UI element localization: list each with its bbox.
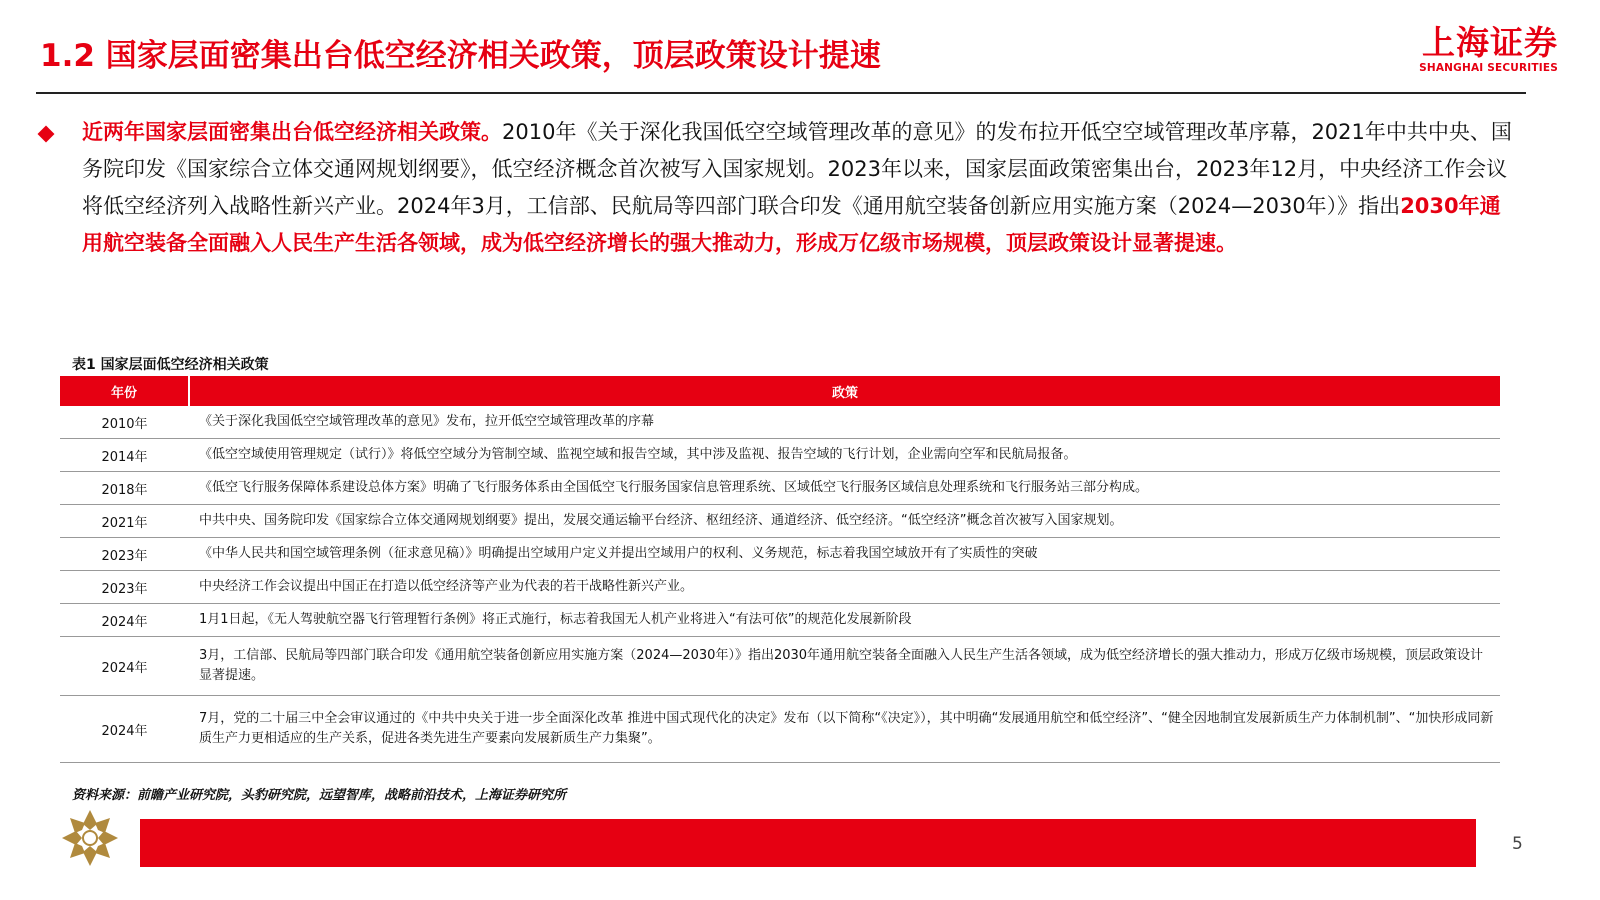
summary-highlight: 2030年通用航空装备全面融入人民生产生活各领域，成为低空经济增长的强大推动力，形成万亿级市场规模，顶层政策设计显著提速。 [82, 194, 1501, 255]
table-caption: 表1 国家层面低空经济相关政策 [72, 357, 269, 373]
table-row [60, 696, 1500, 763]
row-year: 2024年 [60, 637, 189, 696]
logo-chinese: 上海证券 [1422, 23, 1558, 62]
row-year: 2018年 [60, 472, 189, 505]
brand-logo [1419, 24, 1558, 74]
row-policy: 《低空空域使用管理规定（试行）》将低空空域分为管制空域、监视空域和报告空域，其中涉及监视、报告空域的飞行计划，企业需向空军和民航局报备。 [189, 439, 1500, 472]
row-policy: 《低空飞行服务保障体系建设总体方案》明确了飞行服务体系由全国低空飞行服务国家信息管理系统、区域低空飞行服务区域信息处理系统和飞行服务站三部分构成。 [189, 472, 1500, 505]
row-year: 2024年 [60, 604, 189, 637]
header-policy: 政策 [189, 376, 1500, 406]
table-row [60, 604, 1500, 637]
emblem-icon [60, 808, 120, 868]
row-year: 2014年 [60, 439, 189, 472]
table-header-row [60, 376, 1500, 406]
table-row [60, 406, 1500, 439]
row-year: 2023年 [60, 538, 189, 571]
page-number: 5 [1512, 834, 1523, 854]
logo-english: SHANGHAI SECURITIES [1419, 62, 1558, 74]
table-row [60, 538, 1500, 571]
table-row [60, 439, 1500, 472]
page-title: 1.2 国家层面密集出台低空经济相关政策，顶层政策设计提速 [40, 38, 881, 74]
source-note: 资料来源：前瞻产业研究院，头豹研究院，远望智库，战略前沿技术，上海证券研究所 [72, 788, 567, 803]
row-policy: 中央经济工作会议提出中国正在打造以低空经济等产业为代表的若干战略性新兴产业。 [189, 571, 1500, 604]
header-divider [36, 92, 1526, 94]
row-policy: 《中华人民共和国空域管理条例（征求意见稿）》明确提出空域用户定义并提出空域用户的权利、义务规范，标志着我国空域放开有了实质性的突破 [189, 538, 1500, 571]
row-policy: 中共中央、国务院印发《国家综合立体交通网规划纲要》提出，发展交通运输平台经济、枢纽经济、通道经济、低空经济。“低空经济”概念首次被写入国家规划。 [189, 505, 1500, 538]
row-policy: 3月，工信部、民航局等四部门联合印发《通用航空装备创新应用实施方案（2024—2030年）》指出2030年通用航空装备全面融入人民生产生活各领域，成为低空经济增长的强大推动力，形成万亿级市场规模，顶层政策设计显著提速。 [189, 637, 1500, 696]
table-row [60, 472, 1500, 505]
footer-bar [140, 819, 1476, 867]
row-year: 2010年 [60, 406, 189, 439]
row-policy: 1月1日起，《无人驾驶航空器飞行管理暂行条例》将正式施行，标志着我国无人机产业将进入“有法可依”的规范化发展新阶段 [189, 604, 1500, 637]
row-policy: 7月，党的二十届三中全会审议通过的《中共中央关于进一步全面深化改革 推进中国式现代化的决定》发布（以下简称“《决定》），其中明确“发展通用航空和低空经济”、“健全因地制宜发展新质生产力体制机制”、“加快形成同新质生产力更相适应的生产关系，促进各类先进生产要素向发展新质生产力集聚”。 [189, 696, 1500, 763]
policy-table-container [60, 376, 1500, 763]
table-row [60, 637, 1500, 696]
row-year: 2023年 [60, 571, 189, 604]
policy-table [60, 376, 1500, 763]
summary-block [40, 114, 1520, 262]
header-year: 年份 [60, 376, 189, 406]
row-year: 2021年 [60, 505, 189, 538]
table-row [60, 571, 1500, 604]
summary-paragraph [82, 114, 1520, 262]
table-row [60, 505, 1500, 538]
row-year: 2024年 [60, 696, 189, 763]
row-policy: 《关于深化我国低空空域管理改革的意见》发布，拉开低空空域管理改革的序幕 [189, 406, 1500, 439]
summary-lead: 近两年国家层面密集出台低空经济相关政策。 [82, 120, 502, 144]
diamond-bullet-icon [38, 126, 55, 143]
summary-body: 2010年《关于深化我国低空空域管理改革的意见》的发布拉开低空空域管理改革序幕，2021年中共中央、国务院印发《国家综合立体交通网规划纲要》，低空经济概念首次被写入国家规划。2023年以来，国家层面政策密集出台，2023年12月，中央经济工作会议将低空经济列入战略性新兴产业。2024年3月，工信部、民航局等四部门联合印发《通用航空装备创新应用实施方案（2024—2030年）》指出 [82, 120, 1512, 218]
